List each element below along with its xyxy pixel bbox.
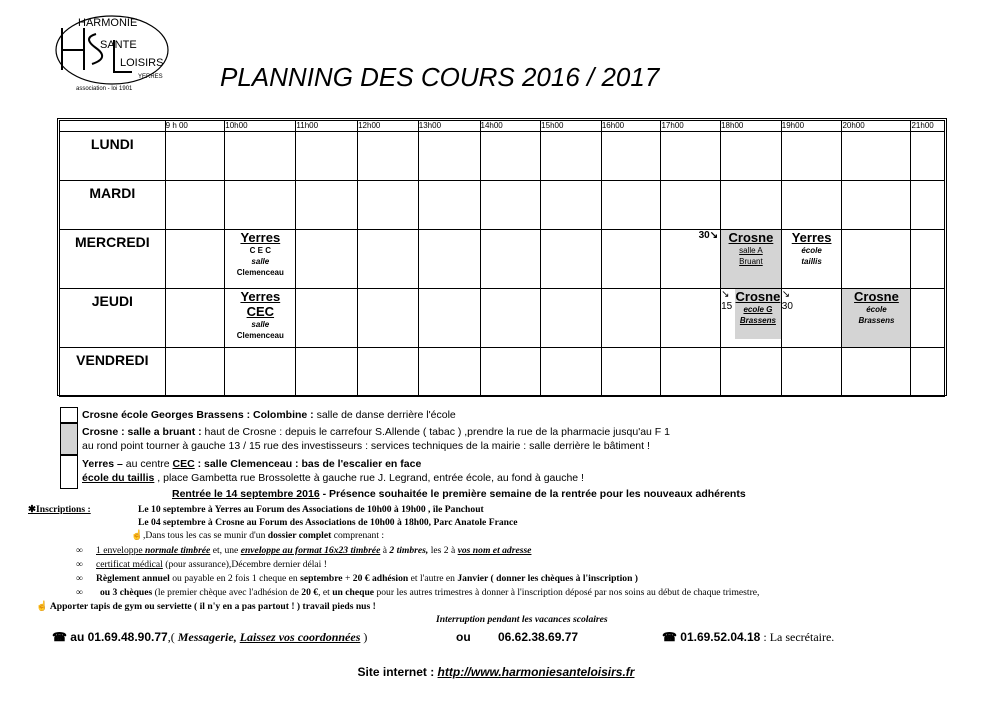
hour-cell: 16h00 [601,121,661,132]
legend-line: Crosne : salle a bruant : haut de Crosne : depuis le carrefour S.Allende ( tabac ) ,prendre la rue de la pharmacie jusqu'au F 1 [82,426,670,438]
logo-line3: LOISIRS [120,57,164,69]
day-label: VENDREDI [60,348,166,397]
requirement-line: certificat médical (pour assurance),Décembre dernier délai ! [96,559,327,570]
event-start-marker: 30↘ [661,230,721,289]
tapis-note: ☝ Apporter tapis de gym ou serviette ( il n'y en a pas partout ! ) travail pieds nus ! [36,601,376,612]
hour-cell: 21h00 [911,121,945,132]
day-label: JEUDI [60,289,166,348]
hour-cell: 11h00 [296,121,358,132]
hour-cell: 9 h 00 [165,121,225,132]
event-yerres-taillis: Yerres école taillis [781,230,842,289]
legend-line: école du taillis , place Gambetta rue Brossolette à gauche rue J. Legrand, entrée école, au fond à gauche ! [82,472,584,484]
website-line: Site internet : http://www.harmoniesanteloisirs.fr [357,665,635,679]
event-crosne-brassens-2: Crosne école Brassens [842,289,911,348]
hour-cell: 15h00 [541,121,602,132]
hour-cell: 10h00 [225,121,296,132]
corner-cell [60,121,166,132]
logo-line1: HARMONIE [78,17,138,29]
day-label: MERCREDI [60,230,166,289]
day-row [60,289,945,348]
bullet-icon: ∞ [76,545,83,556]
bullet-icon: ∞ [76,587,83,598]
hour-cell: 19h00 [781,121,842,132]
inscription-date: Le 10 septembre à Yerres au Forum des Associations de 10h00 à 19h00 , île Panchout [138,504,484,515]
event-crosne-brassens: ↘ 30 [781,289,842,348]
inscription-date: Le 04 septembre à Crosne au Forum des Associations de 10h00 à 18h00, Parc Anatole France [138,517,518,528]
legend-swatch-white [60,455,78,489]
schedule-table [59,120,945,397]
hour-cell: 18h00 [721,121,782,132]
website-link[interactable]: http://www.harmoniesanteloisirs.fr [437,665,635,679]
legend-line: Yerres – au centre CEC : salle Clemenceau : bas de l'escalier en face [82,458,422,470]
bullet-icon: ∞ [76,559,83,570]
logo-tag: YERRES [138,74,163,80]
hour-cell: 17h00 [661,121,721,132]
phone-secretary: ☎ 01.69.52.04.18 : La secrétaire. [662,630,835,644]
requirement-line: 1 enveloppe normale timbrée et, une enveloppe au format 16x23 timbrée à 2 timbres, les 2 à vos nom et adresse [96,545,532,556]
requirement-line: Règlement annuel ou payable en 2 fois 1 cheque en septembre + 20 € adhésion et l'autre en Janvier ( donner les chèques à l'inscription ) [96,573,638,584]
day-label: LUNDI [60,132,166,181]
phone-mobile: 06.62.38.69.77 [498,630,579,644]
hours-header-row [60,121,945,132]
phone-main: ☎ au 01.69.48.90.77,( Messagerie, Laissez vos coordonnées ) [52,630,368,644]
day-row [60,348,945,397]
legend-swatch-grey [60,423,78,455]
bullet-icon: ∞ [76,573,83,584]
hour-cell: 13h00 [418,121,480,132]
phone-or: ou [456,630,471,644]
interruption-note: Interruption pendant les vacances scolaires [436,614,608,625]
event-crosne-brassens: ↘ 15 Crosne ecole G Brassens [721,289,782,348]
hour-cell: 14h00 [480,121,541,132]
logo-foot: association - loi 1901 [76,86,133,92]
day-row [60,132,945,181]
legend-line: Crosne école Georges Brassens : Colombine : salle de danse derrière l'école [82,409,456,421]
event-yerres-cec: Yerres CEC salle Clemenceau [225,289,296,348]
page-title: PLANNING DES COURS 2016 / 2017 [220,62,660,92]
inscriptions-label: ✱Inscriptions : [28,504,91,515]
logo-line2: SANTE [100,39,137,51]
rentree-line: Rentrée le 14 septembre 2016 - Présence souhaitée le première semaine de la rentrée pour les nouveaux adhérents [172,488,746,500]
dossier-line: ☝,Dans tous les cas se munir d'un dossier complet comprenant : [131,530,385,541]
event-crosne-bruant: Crosne salle A Bruant [721,230,782,289]
logo-graphic [52,8,172,98]
association-logo [52,8,172,98]
event-yerres-cec: Yerres C E C salle Clemenceau [225,230,296,289]
legend-line: au rond point tourner à gauche 13 / 15 rue des investisseurs : services techniques de la mairie : salle derrière le bâtiment ! [82,440,650,452]
hour-cell: 20h00 [842,121,911,132]
legend-swatch-white [60,407,78,423]
day-row [60,230,945,289]
requirement-line: ou 3 chèques (le premier chèque avec l'adhésion de 20 €, et un cheque pour les autres trimestres à donner à l'inscription déposé par nos soins au début de chaque trimestre, [100,587,760,598]
day-row [60,181,945,230]
hour-cell: 12h00 [358,121,419,132]
day-label: MARDI [60,181,166,230]
